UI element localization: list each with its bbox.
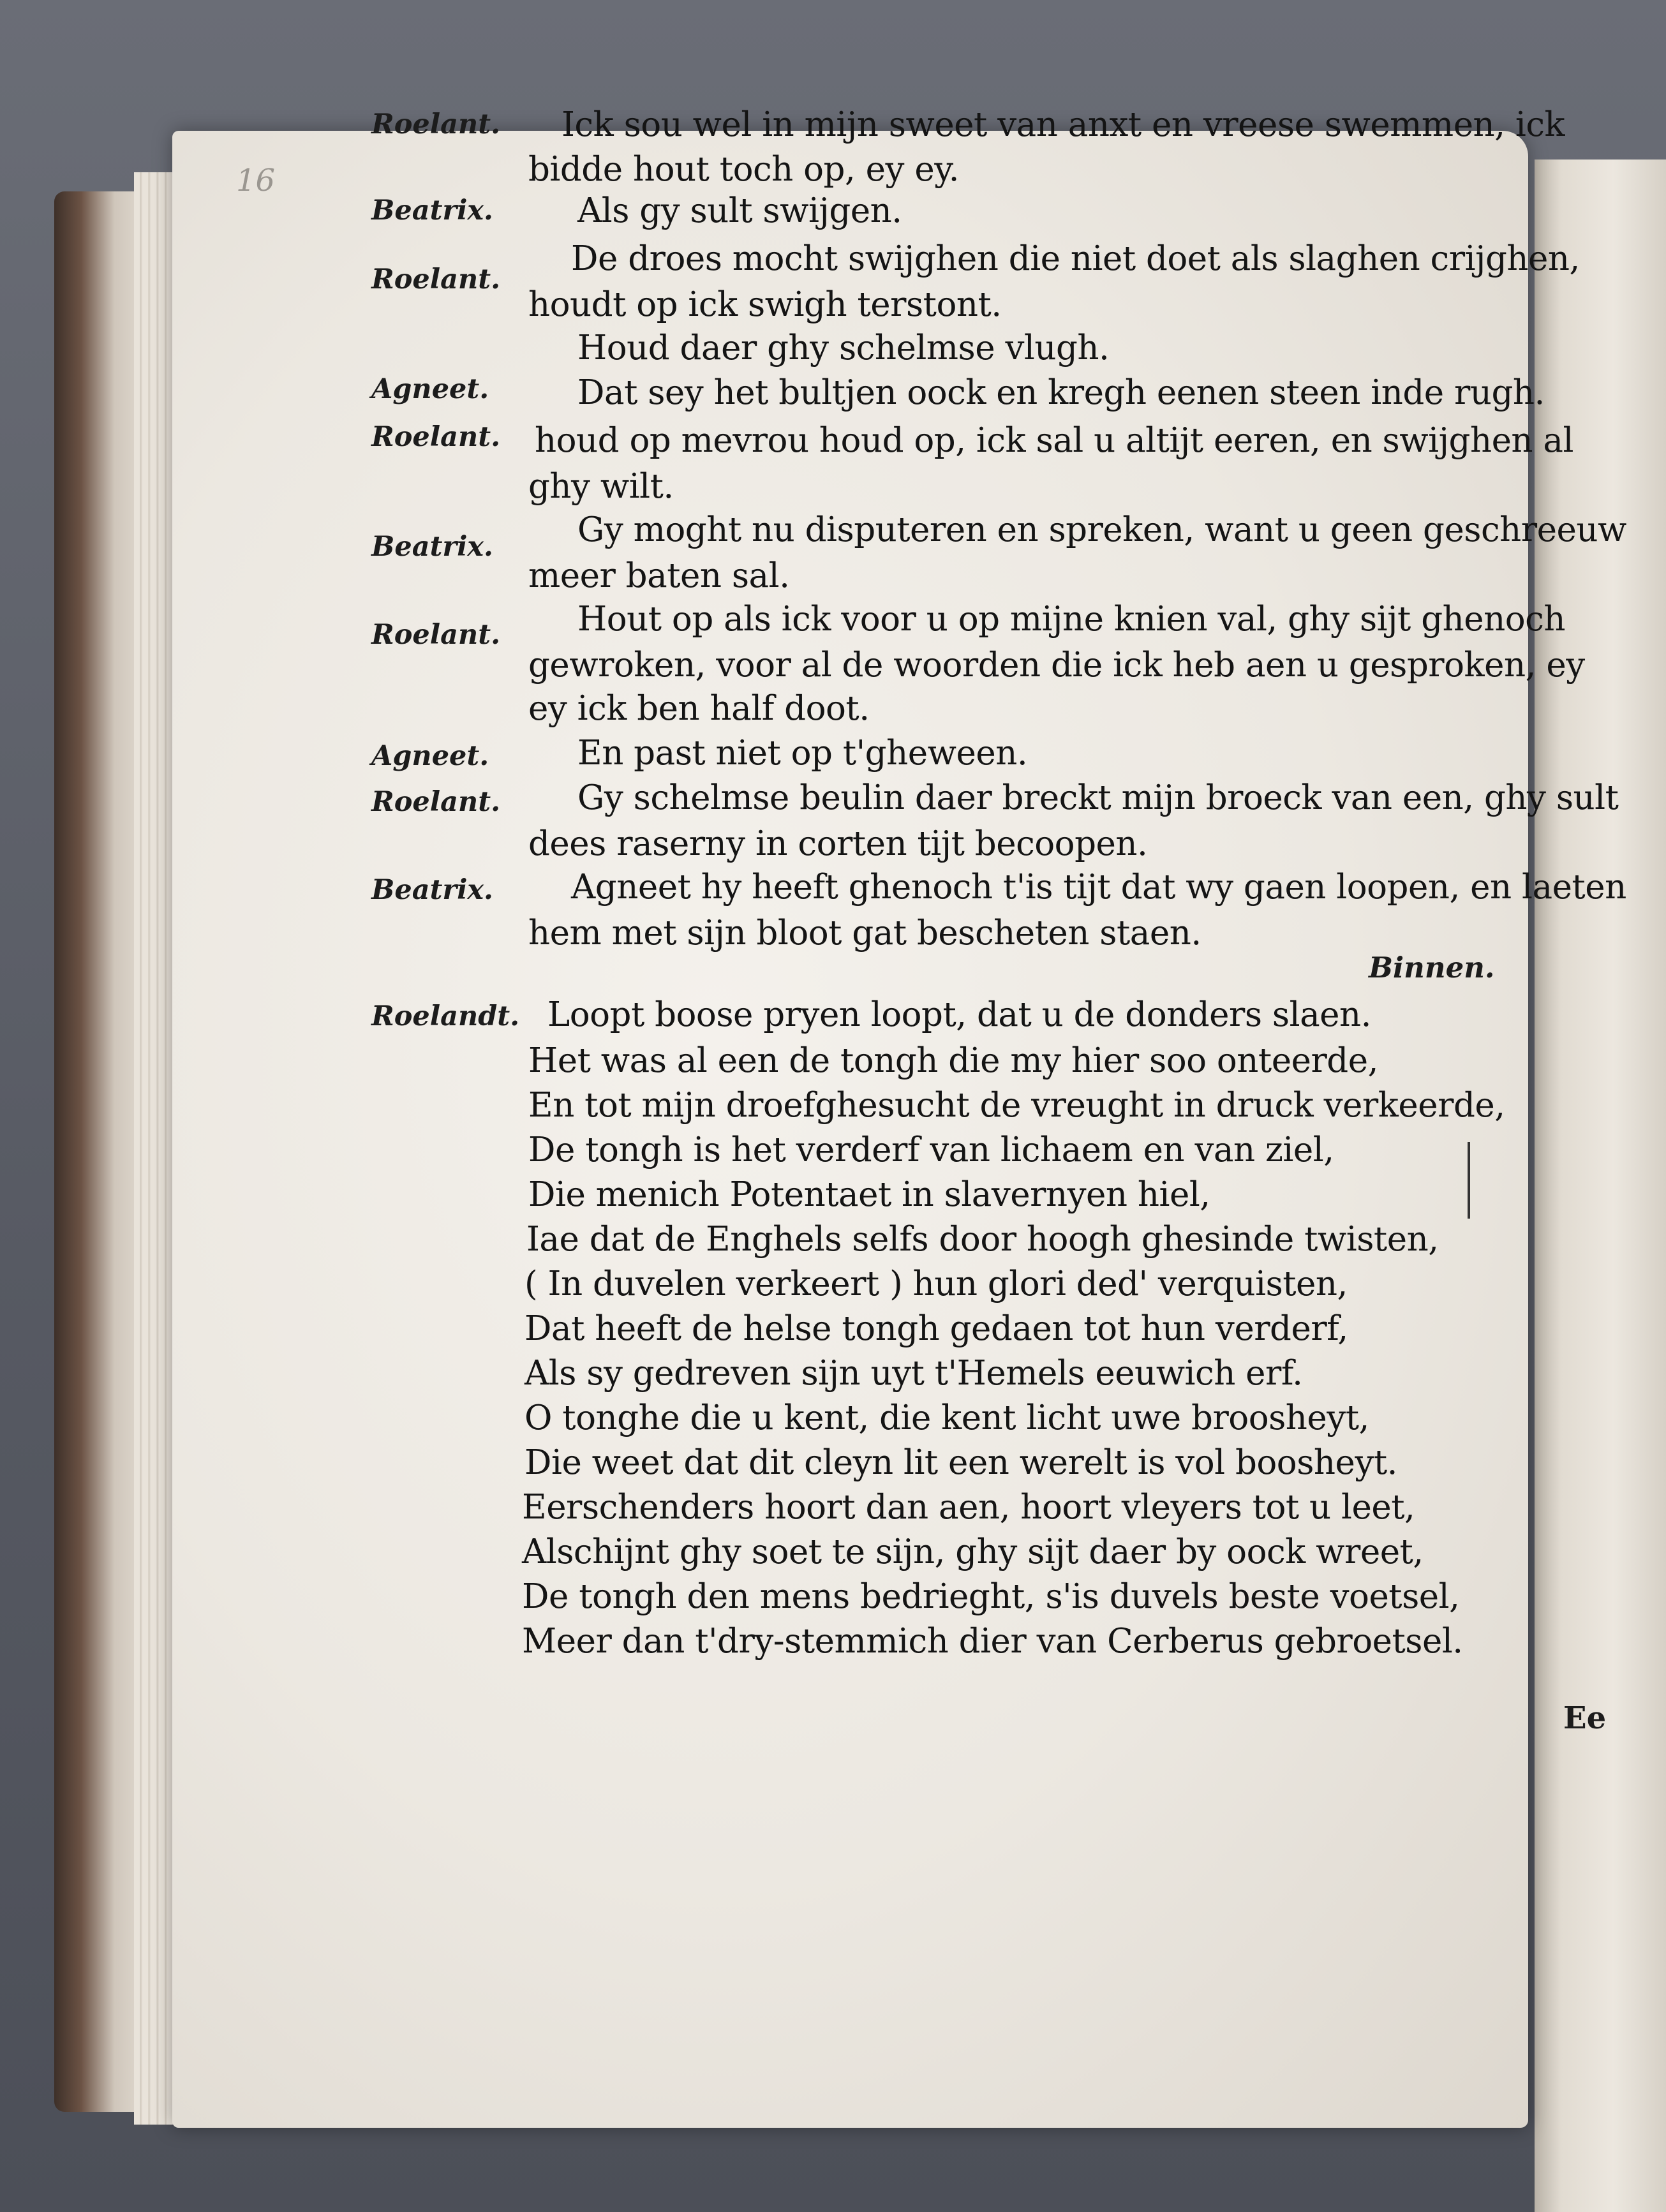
text-line: ey ick ben half doot.: [528, 689, 870, 728]
verse-line: De tongh den mens bedrieght, s'is duvels beste voetsel,: [522, 1577, 1460, 1616]
verse-line: Loopt boose pryen loopt, dat u de donders slaen.: [547, 995, 1372, 1034]
speaker-label: Roelant.: [371, 108, 501, 140]
verse-line: Iae dat de Enghels selfs door hoogh ghesinde twisten,: [526, 1220, 1439, 1259]
speaker-label: Agneet.: [371, 740, 489, 772]
text-line: Agneet hy heeft ghenoch t'is tijt dat wy gaen loopen, en laeten: [571, 868, 1626, 907]
verse-line: O tonghe die u kent, die kent licht uwe broosheyt,: [524, 1399, 1369, 1437]
speaker-label: Agneet.: [371, 373, 489, 405]
verse-line: Dat heeft de helse tongh gedaen tot hun verderf,: [524, 1309, 1348, 1348]
verse-line: Alschijnt ghy soet te sijn, ghy sijt daer by oock wreet,: [522, 1533, 1424, 1571]
text-line: dees raserny in corten tijt becoopen.: [528, 824, 1148, 863]
stage-direction: Binnen.: [1369, 951, 1495, 984]
text-line: En past niet op t'gheween.: [577, 734, 1028, 773]
speaker-label: Roelant.: [371, 421, 501, 453]
verse-line: De tongh is het verderf van lichaem en van ziel,: [528, 1131, 1334, 1169]
text-line: bidde hout toch op, ey ey.: [528, 150, 959, 189]
speaker-label: Beatrix.: [371, 195, 494, 226]
verse-line: En tot mijn droefghesucht de vreught in druck verkeerde,: [528, 1086, 1505, 1125]
pencil-page-number: 16: [236, 163, 276, 198]
text-line: De droes mocht swijghen die niet doet als slaghen crijghen,: [571, 239, 1580, 278]
text-line: Hout op als ick voor u op mijne knien val, ghy sijt ghenoch: [577, 600, 1565, 639]
verse-line: Die weet dat dit cleyn lit een werelt is vol boosheyt.: [524, 1443, 1397, 1482]
facing-page-edge: [1535, 160, 1666, 2212]
text-line: houdt op ick swigh terstont.: [528, 285, 1002, 324]
speaker-label: Roelandt.: [371, 1000, 520, 1032]
speaker-label: Roelant.: [371, 264, 501, 295]
verse-line: Die menich Potentaet in slavernyen hiel,: [528, 1175, 1210, 1214]
text-line: Gy schelmse beulin daer breckt mijn broeck van een, ghy sult: [577, 778, 1619, 817]
verse-line: Eerschenders hoort dan aen, hoort vleyers tot u leet,: [522, 1488, 1415, 1527]
speaker-label: Roelant.: [371, 619, 501, 651]
speaker-label: Beatrix.: [371, 531, 494, 563]
text-line: Ick sou wel in mijn sweet van anxt en vreese swemmen, ick: [562, 105, 1565, 144]
ink-mark: [1468, 1142, 1470, 1219]
verse-line: ( In duvelen verkeert ) hun glori ded' verquisten,: [524, 1265, 1348, 1303]
text-line: ghy wilt.: [528, 467, 674, 506]
text-line: hem met sijn bloot gat bescheten staen.: [528, 914, 1201, 953]
text-line: Dat sey het bultjen oock en kregh eenen steen inde rugh.: [577, 373, 1545, 412]
verse-line: Het was al een de tongh die my hier soo onteerde,: [528, 1041, 1378, 1080]
speaker-label: Beatrix.: [371, 874, 494, 906]
verse-line: Meer dan t'dry-stemmich dier van Cerberus gebroetsel.: [522, 1622, 1463, 1661]
text-line: houd op mevrou houd op, ick sal u altijt eeren, en swijghen al: [535, 421, 1573, 460]
text-line: Gy moght nu disputeren en spreken, want u geen geschreeuw: [577, 510, 1626, 549]
text-line: meer baten sal.: [528, 556, 790, 595]
text-line: Als gy sult swijgen.: [577, 191, 902, 230]
text-line: Houd daer ghy schelmse vlugh.: [577, 329, 1110, 367]
text-line: gewroken, voor al de woorden die ick heb aen u gesproken, ey: [528, 646, 1585, 685]
speaker-label: Roelant.: [371, 786, 501, 818]
verse-line: Als sy gedreven sijn uyt t'Hemels eeuwich erf.: [524, 1354, 1303, 1393]
catchword: Ee: [1563, 1700, 1607, 1736]
